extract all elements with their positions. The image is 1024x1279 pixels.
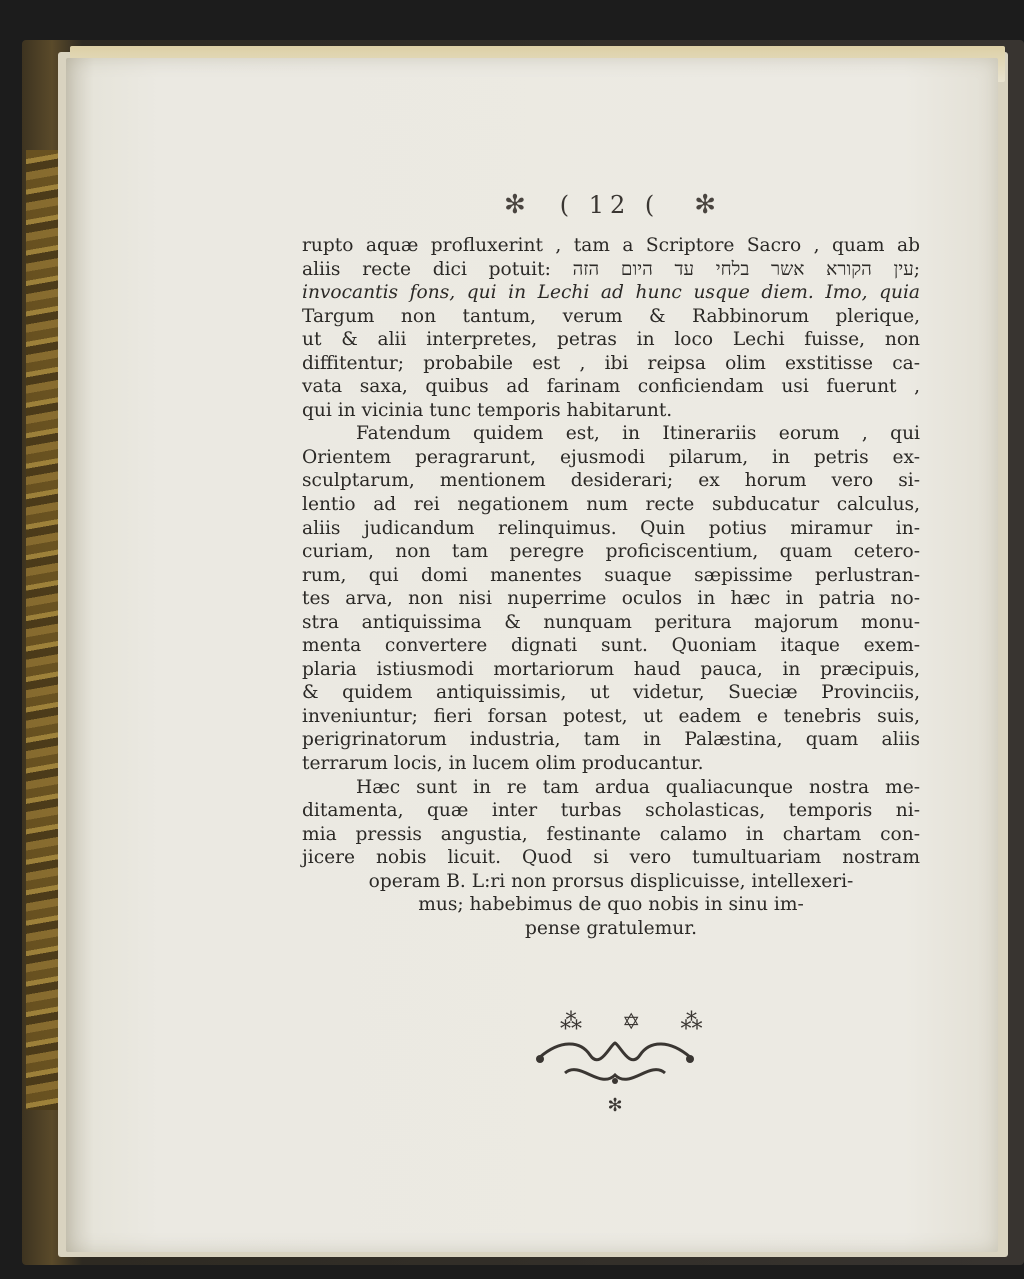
text-line: stra antiquissima & nunquam peritura majorum monu- [302, 611, 920, 633]
hexagram-icon: ✡ [622, 1010, 681, 1035]
text-line: sculptarum, mentionem desiderari; ex horum vero si- [302, 470, 920, 492]
text-line: diffitentur; probabile est , ibi reipsa olim exstitisse ca- [302, 352, 920, 374]
text-line: inveniuntur; fieri forsan potest, ut eadem e tenebris suis, [302, 705, 920, 727]
text-line: aliis judicandum relinquimus. Quin potius miramur in- [302, 517, 920, 539]
text-line: lentio ad rei negationem num recte subducatur calculus, [302, 494, 920, 516]
page-number: ( 12 ( [559, 191, 661, 219]
text-line: rupto aquæ profluxerint , tam a Scriptore Sacro , quam ab [302, 235, 920, 256]
text-line: & quidem antiquissimis, ut videtur, Sueciæ Provinciis, [302, 682, 920, 704]
text-line: rum, qui domi manentes suaque sæpissime perlustran- [302, 564, 920, 586]
text-line: pense gratulemur. [525, 917, 697, 939]
marbled-board [26, 150, 60, 1110]
star-ornament-icon: ⁂ [680, 1010, 743, 1035]
star-ornament-icon: ⁂ [560, 1010, 622, 1035]
text-line: terrarum locis, in lucem olim producantur. [302, 753, 704, 775]
text-line: curiam, non tam peregre proficiscentium, quam cetero- [302, 541, 920, 563]
text-line: mus; habebimus de quo nobis in sinu im- [418, 894, 804, 916]
text-line: tes arva, non nisi nuperrime oculos in hæc in patria no- [302, 588, 920, 610]
text-line: ut & alii interpretes, petras in loco Lechi fuisse, non [302, 329, 920, 351]
text-line: aliis recte dici potuit: עין הקורא אשר בלחי עד היום הזה; [302, 258, 921, 280]
text-line: operam B. L:ri non prorsus displicuisse, intellexeri- [368, 870, 854, 892]
text-line: Hæc sunt in re tam ardua qualiacunque nostra me- [356, 776, 920, 798]
page-header [300, 188, 920, 222]
text-line: Fatendum quidem est, in Itinerariis eorum , qui [356, 423, 920, 445]
text-line: qui in vicinia tunc temporis habitarunt. [302, 399, 673, 421]
text-line: invocantis fons, qui in Lechi ad hunc usque diem. Imo, quia [302, 282, 920, 304]
text-line: jicere nobis licuit. Quod si vero tumultuariam nostram [302, 847, 920, 869]
vignette-top-row [520, 1010, 743, 1035]
body-text [302, 234, 920, 940]
text-line: mia pressis angustia, festinante calamo in chartam con- [302, 823, 920, 845]
text-line: plaria istiusmodi mortariorum haud pauca, in præcipuis, [302, 658, 920, 680]
flower-ornament-icon: ✻ [694, 190, 717, 220]
text-line: menta convertere dignati sunt. Quoniam itaque exem- [302, 635, 920, 657]
text-line: Targum non tantum, verum & Rabbinorum plerique, [302, 305, 920, 327]
text-line: Orientem peragrarunt, ejusmodi pilarum, in petris ex- [302, 446, 920, 468]
text-line: vata saxa, quibus ad farinam conficiendam usi fuerunt , [302, 376, 920, 398]
flower-ornament-icon: ✻ [503, 190, 526, 220]
text-line: ditamenta, quæ inter turbas scholasticas, temporis ni- [302, 800, 920, 822]
text-line: perigrinatorum industria, tam in Palæstina, quam aliis [302, 729, 920, 751]
flower-ornament-icon: ✻ [607, 1095, 623, 1116]
tailpiece-vignette [520, 1010, 743, 1120]
scroll-flourish-icon [530, 1035, 700, 1095]
